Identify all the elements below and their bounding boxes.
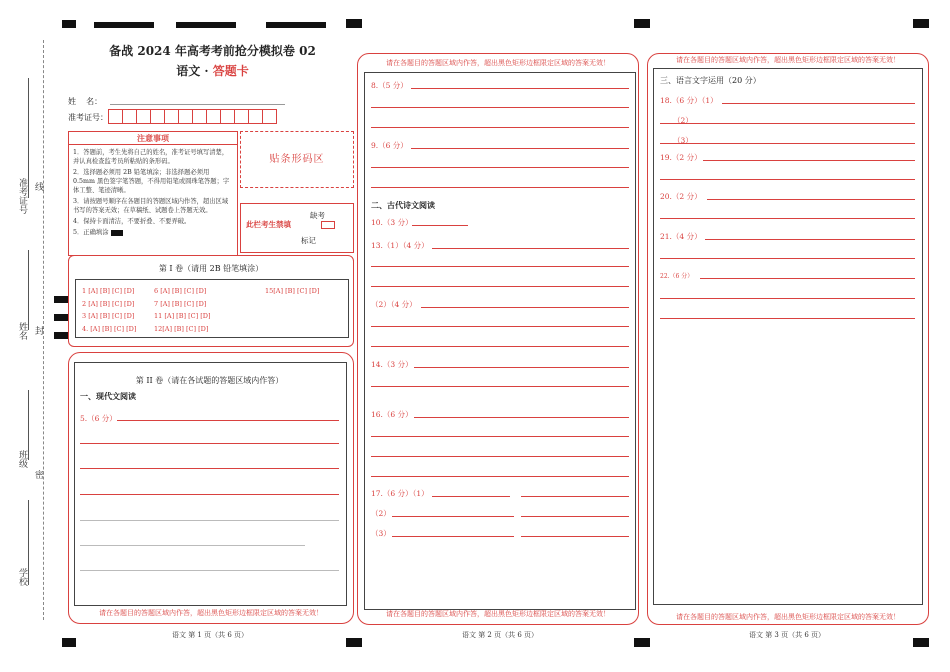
area-notice: 请在各题目的答题区域内作答，超出黑色矩形边框限定区域的答案无效！ xyxy=(386,59,610,67)
answer-line[interactable] xyxy=(703,160,915,161)
answer-line[interactable] xyxy=(80,520,339,521)
barcode-area xyxy=(240,131,354,188)
answer-line[interactable] xyxy=(371,167,629,168)
notice-box xyxy=(68,131,238,256)
answer-line[interactable] xyxy=(660,143,915,144)
notice-item: 4．保持卡面清洁，不要折叠、不要弄破。 xyxy=(73,218,191,225)
answer-line[interactable] xyxy=(411,88,629,89)
answer-line[interactable] xyxy=(432,496,510,497)
side-label-seal: 封 xyxy=(33,326,43,335)
choice-row[interactable]: 12[A] [B] [C] [D] xyxy=(154,324,209,333)
section-language-use: 三、语言文字运用（20 分） xyxy=(660,76,761,85)
name-blank-line xyxy=(28,250,29,330)
choice-row[interactable]: 6 [A] [B] [C] [D] xyxy=(154,287,207,295)
side-label-school: 学校 xyxy=(17,568,27,586)
side-label-secret: 密 xyxy=(33,470,43,479)
answer-line[interactable] xyxy=(80,545,305,546)
absent-staff-only: 此栏考生禁填 xyxy=(246,220,291,229)
answer-line[interactable] xyxy=(700,278,915,279)
registration-mark xyxy=(62,638,76,647)
side-label-name: 姓名 xyxy=(17,322,27,340)
name-field[interactable] xyxy=(110,104,285,105)
answer-line[interactable] xyxy=(80,494,339,495)
page-footer: 语文 第 2 页（共 6 页） xyxy=(461,631,539,639)
question-10-label: 10.（3 分） xyxy=(371,218,413,227)
registration-mark xyxy=(62,20,76,28)
answer-line[interactable] xyxy=(80,468,339,469)
question-17-1-label: 17.（6 分）（1） xyxy=(371,489,429,498)
question-18-1-label: 18.（6 分）（1） xyxy=(660,96,718,105)
answer-line[interactable] xyxy=(521,536,629,537)
side-label-id: 准考证号 xyxy=(17,178,27,214)
question-18-2-label: （2） xyxy=(673,116,693,125)
answer-line[interactable] xyxy=(371,326,629,327)
absent-box xyxy=(240,203,354,253)
registration-mark xyxy=(176,22,236,28)
subject-label: 语文 · xyxy=(176,64,213,78)
choice-row[interactable]: 2 [A] [B] [C] [D] xyxy=(82,299,135,308)
absent-label: 缺考 xyxy=(310,211,325,220)
answer-line[interactable] xyxy=(705,239,915,240)
registration-mark xyxy=(634,638,650,647)
notice-item: 1．答题前，考生先将自己的姓名，准考证号填写清楚，并认真检查监考员所粘贴的条形码。 xyxy=(73,149,229,165)
answer-line[interactable] xyxy=(521,496,629,497)
answer-line[interactable] xyxy=(371,346,629,347)
question-9-label: 9.（6 分） xyxy=(371,141,408,150)
page-footer: 语文 第 3 页（共 6 页） xyxy=(748,631,826,639)
choice-grid xyxy=(75,279,349,338)
answer-line[interactable] xyxy=(660,123,915,124)
barcode-label: 贴条形码区 xyxy=(269,154,325,165)
section-modern-reading: 一、现代文阅读 xyxy=(80,391,136,401)
mark-label: 标记 xyxy=(301,236,316,245)
side-label-class: 班级 xyxy=(17,450,27,468)
question-13-2-label: （2）（4 分） xyxy=(371,300,417,309)
area-notice: 请在各题目的答题区域内作答，超出黑色矩形边框限定区域的答案无效！ xyxy=(676,613,900,621)
answer-line[interactable] xyxy=(371,107,629,108)
question-17-3-label: （3） xyxy=(371,529,391,538)
answer-line[interactable] xyxy=(371,476,629,477)
question-13-1-label: 13.（1）（4 分） xyxy=(371,241,429,250)
notice-item: 2．选择题必须用 2B 铅笔填涂；非选择题必须用 0.5mm 黑色签字笔答题，不得用铅笔或圆珠笔答题；字体工整、笔迹清晰。 xyxy=(73,169,230,194)
answer-line[interactable] xyxy=(80,443,339,444)
part2-title: 第 II 卷（请在各试题的答题区域内作答） xyxy=(135,376,284,385)
answer-line[interactable] xyxy=(521,516,629,517)
notice-item: 3．请按题号顺序在各题目的答题区域内作答，超出区域书写的答案无效；在草稿纸、试题卷上答题无效。 xyxy=(73,198,229,214)
answer-line[interactable] xyxy=(432,248,629,249)
area-notice: 请在各题目的答题区域内作答，超出黑色矩形边框限定区域的答案无效！ xyxy=(386,610,610,618)
answer-line[interactable] xyxy=(392,516,514,517)
notice-title: 注意事项 xyxy=(69,132,237,145)
page-title: 备战 2024 年高考考前抢分模拟卷 02 xyxy=(109,44,316,58)
registration-mark xyxy=(266,22,326,28)
answer-line[interactable] xyxy=(722,103,915,104)
question-17-2-label: （2） xyxy=(371,509,391,518)
answer-line[interactable] xyxy=(411,148,629,149)
registration-mark xyxy=(54,332,68,339)
page3-answer-area xyxy=(653,68,923,605)
choice-row[interactable]: 11 [A] [B] [C] [D] xyxy=(154,312,211,320)
page-footer: 语文 第 1 页（共 6 页） xyxy=(171,631,249,639)
filled-mark-example xyxy=(111,230,123,236)
answer-line[interactable] xyxy=(412,225,468,226)
answer-line[interactable] xyxy=(371,286,629,287)
answer-card-label: 答题卡 xyxy=(212,64,249,78)
answer-line[interactable] xyxy=(392,536,514,537)
registration-mark xyxy=(346,19,362,28)
answer-line[interactable] xyxy=(371,127,629,128)
registration-mark xyxy=(54,314,68,321)
choice-row[interactable]: 3 [A] [B] [C] [D] xyxy=(82,312,135,320)
name-label: 姓 名： xyxy=(68,97,103,106)
answer-line[interactable] xyxy=(414,417,629,418)
answer-line[interactable] xyxy=(80,570,339,571)
choice-row[interactable]: 4. [A] [B] [C] [D] xyxy=(82,324,137,333)
choice-row[interactable]: 1 [A] [B] [C] [D] xyxy=(82,287,135,295)
absent-checkbox[interactable] xyxy=(321,221,335,229)
question-8-label: 8.（5 分） xyxy=(371,81,408,90)
question-19-label: 19.（2 分） xyxy=(660,153,702,162)
registration-mark xyxy=(913,638,929,647)
area-notice: 请在各题目的答题区域内作答，超出黑色矩形边框限定区域的答案无效！ xyxy=(676,56,900,64)
notice-item-fill-example: 5．正确填涂 xyxy=(73,228,233,237)
answer-line[interactable] xyxy=(660,258,915,259)
page-subtitle xyxy=(100,62,325,79)
registration-mark xyxy=(94,22,154,28)
question-16-label: 16.（6 分） xyxy=(371,410,413,419)
registration-mark xyxy=(913,19,929,28)
answer-line[interactable] xyxy=(421,307,629,308)
answer-line[interactable] xyxy=(660,179,915,180)
answer-line[interactable] xyxy=(371,436,629,437)
registration-mark xyxy=(346,638,362,647)
answer-line[interactable] xyxy=(707,199,915,200)
question-21-label: 21.（4 分） xyxy=(660,232,702,241)
part1-title: 第 I 卷（请用 2B 铅笔填涂） xyxy=(158,264,264,273)
section-classical-reading: 二、古代诗文阅读 xyxy=(371,200,435,210)
question-20-label: 20.（2 分） xyxy=(660,192,702,201)
choice-row[interactable]: 7 [A] [B] [C] [D] xyxy=(154,299,207,308)
answer-line[interactable] xyxy=(414,367,629,368)
answer-line[interactable] xyxy=(371,266,629,267)
registration-mark xyxy=(54,296,68,303)
answer-line[interactable] xyxy=(117,420,339,421)
page2-answer-area xyxy=(364,72,636,610)
answer-line[interactable] xyxy=(660,318,915,319)
answer-line[interactable] xyxy=(371,456,629,457)
choice-row[interactable]: 15[A] [B] [C] [D] xyxy=(265,287,320,295)
side-label-line: 线 xyxy=(33,182,43,191)
id-number-boxes[interactable] xyxy=(108,109,276,124)
answer-line[interactable] xyxy=(660,218,915,219)
question-22-label: 22.（6 分） xyxy=(660,273,694,280)
answer-line[interactable] xyxy=(371,386,629,387)
answer-line[interactable] xyxy=(371,187,629,188)
id-label: 准考证号： xyxy=(68,113,108,122)
area-notice: 请在各题目的答题区域内作答，超出黑色矩形边框限定区域的答案无效！ xyxy=(99,609,323,617)
registration-mark xyxy=(634,19,650,28)
question-5-label: 5.（6 分） xyxy=(80,414,117,423)
answer-line[interactable] xyxy=(660,298,915,299)
question-18-3-label: （3） xyxy=(673,136,693,145)
question-14-label: 14.（3 分） xyxy=(371,360,413,369)
